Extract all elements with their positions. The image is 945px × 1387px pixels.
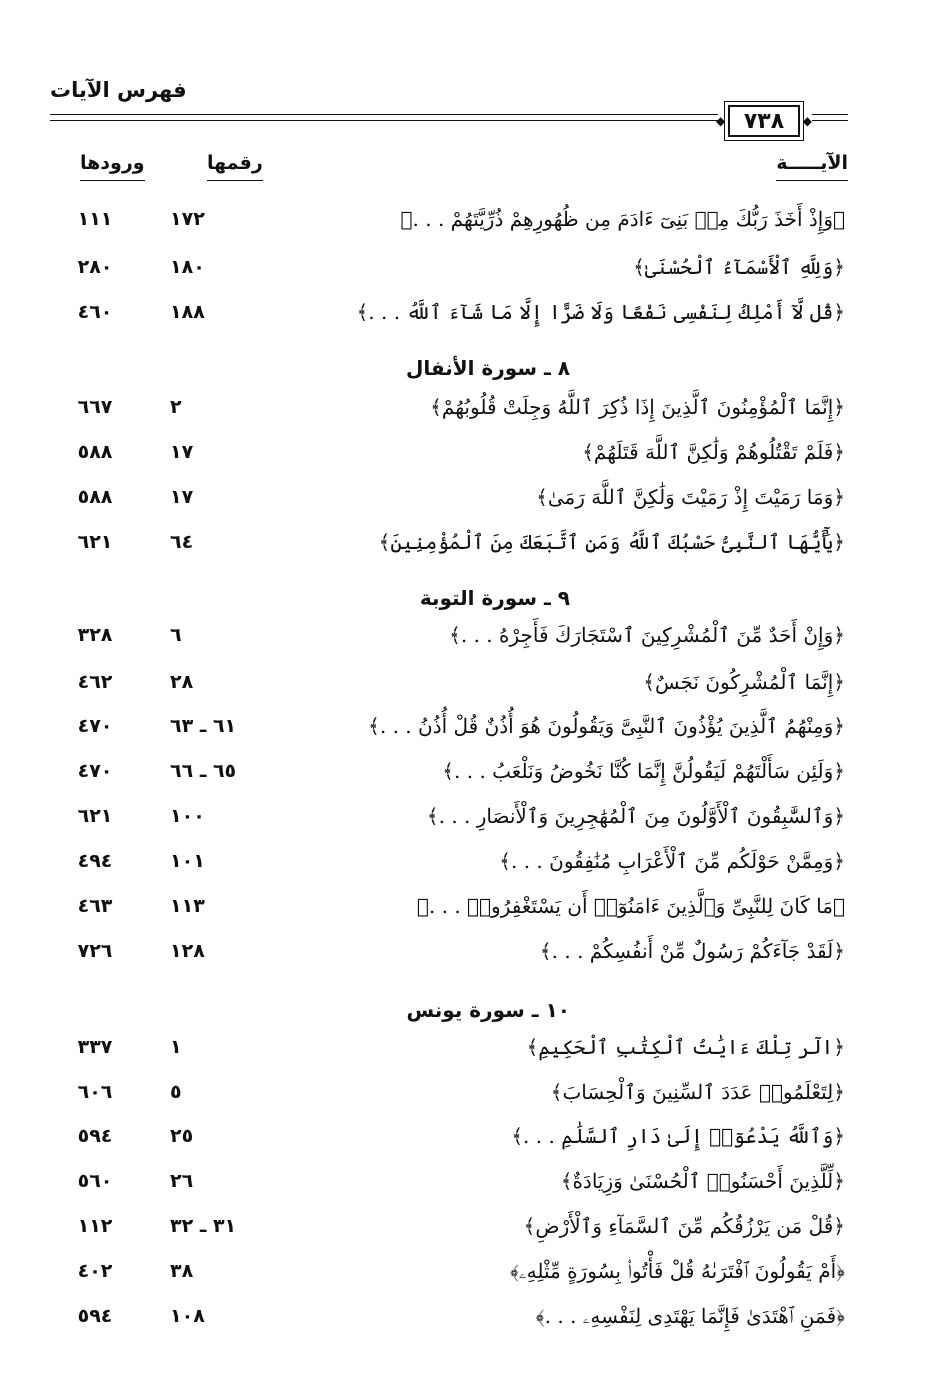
occurrence-page: ٦٢١: [77, 531, 113, 553]
ayah-number: ٦١ ـ ٦٣: [170, 715, 237, 737]
table-row: [0, 707, 945, 747]
table-row: [0, 663, 945, 703]
ayah-number: ٢: [170, 396, 182, 418]
occurrence-page: ٣٢٨: [77, 624, 113, 646]
verse-text: ﴿وَٱلسَّٰبِقُونَ ٱلْأَوَّلُونَ مِنَ ٱلْمُهَٰجِرِينَ وَٱلْأَنصَارِ . . .﴾: [426, 804, 845, 828]
occurrence-page: ٤٧٠: [77, 715, 113, 737]
occurrence-page: ٤٦٣: [77, 895, 113, 917]
table-row: [0, 1252, 945, 1292]
verse-text: ﴿إِنَّمَا ٱلْمُؤْمِنُونَ ٱلَّذِينَ إِذَا ذُكِرَ ٱللَّهُ وَجِلَتْ قُلُوبُهُمْ﴾: [430, 395, 845, 419]
verse-text: ﴿لِّلَّذِينَ أَحْسَنُوا۟ ٱلْحُسْنَىٰ وَزِيَادَةٌ﴾: [560, 1169, 845, 1193]
table-row: [0, 1028, 945, 1068]
frame-ornament-icon: ◆: [802, 114, 812, 128]
ayah-number: ١٠٨: [170, 1305, 205, 1327]
table-row: [0, 887, 945, 927]
verse-text: ﴿وَٱللَّهُ يَدْعُوٓا۟ إِلَىٰ دَارِ ٱلسَّلَٰمِ . . .﴾: [511, 1124, 845, 1148]
verse-text: ﴿فَمَنِ ٱهْتَدَىٰ فَإِنَّمَا يَهْتَدِى لِنَفْسِهِۦ . . .﴾: [535, 1304, 845, 1328]
ayah-number: ١٧: [170, 441, 194, 463]
verse-text: ﴿لِتَعْلَمُوا۟ عَدَدَ ٱلسِّنِينَ وَٱلْحِسَابَ﴾: [550, 1080, 845, 1104]
surah-heading: ٨ ـ سورة الأنفال: [406, 356, 570, 380]
table-row: [0, 1297, 945, 1337]
occurrence-page: ٧٢٦: [77, 940, 113, 962]
ayah-number: ٣٨: [170, 1260, 194, 1282]
table-row: [0, 1207, 945, 1247]
occurrence-page: ٦٦٧: [77, 396, 113, 418]
occurrence-page: ١١١: [77, 208, 113, 230]
table-row: [0, 523, 945, 563]
table-row: [0, 752, 945, 792]
ayah-number: ١٨٨: [170, 301, 205, 323]
page-number: ٧٣٨: [728, 105, 800, 137]
ayah-number: ١٧: [170, 486, 194, 508]
verse-text: ﴿وَإِذْ أَخَذَ رَبُّكَ مِنۢ بَنِىٓ ءَادَمَ مِن ظُهُورِهِمْ ذُرِّيَّتَهُمْ . . .﴾: [400, 207, 845, 231]
table-row: [0, 797, 945, 837]
verse-text: ﴿يَٰٓأَيُّهَا ٱلنَّبِىُّ حَسْبُكَ ٱللَّهُ وَمَنِ ٱتَّبَعَكَ مِنَ ٱلْمُؤْمِنِينَ﴾: [378, 530, 845, 554]
column-header-raqm: [207, 152, 263, 181]
ayah-number: ٦: [170, 624, 182, 646]
occurrence-page: ٦٢١: [77, 805, 113, 827]
table-row: [0, 478, 945, 518]
ayah-number: ٢٥: [170, 1125, 194, 1147]
occurrence-page: ٥٨٨: [77, 441, 113, 463]
verse-text: ﴿فَلَمْ تَقْتُلُوهُمْ وَلَٰكِنَّ ٱللَّهَ قَتَلَهُمْ﴾: [582, 440, 845, 464]
ayah-number: ١٠١: [170, 850, 205, 872]
running-title: فهرس الآيات: [50, 78, 187, 102]
frame-ornament-icon: ◆: [716, 114, 726, 128]
page-number-frame: [718, 100, 810, 142]
ayah-number: ٢٨: [170, 671, 194, 693]
table-row: [0, 388, 945, 428]
header-rule-left-bottom: [50, 120, 718, 121]
table-row: [0, 1117, 945, 1157]
verse-text: ﴿وَمِنْهُمُ ٱلَّذِينَ يُؤْذُونَ ٱلنَّبِىَّ وَيَقُولُونَ هُوَ أُذُنٌ قُلْ أُذُنُ . . .﴾: [368, 714, 845, 738]
ayah-number: ٦٤: [170, 531, 194, 553]
occurrence-page: ٥٦٠: [77, 1170, 113, 1192]
ayah-number: ١٨٠: [170, 256, 205, 278]
header-rule-right-bottom: [812, 120, 848, 121]
verse-text: ﴿إِنَّمَا ٱلْمُشْرِكُونَ نَجَسٌ﴾: [643, 670, 845, 694]
table-row: [0, 842, 945, 882]
column-header-ayah: [776, 152, 848, 181]
ayah-number: ١٠٠: [170, 805, 205, 827]
verse-text: ﴿قُل لَّآ أَمْلِكُ لِنَفْسِى نَفْعًا وَلَا ضَرًّا إِلَّا مَا شَآءَ ٱللَّهُ . . .﴾: [356, 300, 845, 324]
column-header-wurud-label: ورودها: [80, 152, 145, 174]
table-row: [0, 616, 945, 656]
ayah-number: ٢٦: [170, 1170, 194, 1192]
column-header-underline: [776, 180, 848, 181]
occurrence-page: ٥٩٤: [77, 1125, 113, 1147]
verse-text: ﴿وَمَا رَمَيْتَ إِذْ رَمَيْتَ وَلَٰكِنَّ ٱللَّهَ رَمَىٰ﴾: [536, 485, 845, 509]
occurrence-page: ٤٠٢: [77, 1260, 113, 1282]
surah-heading: ١٠ ـ سورة يونس: [406, 998, 570, 1022]
occurrence-page: ٤٦٢: [77, 671, 113, 693]
column-header-underline: [80, 180, 145, 181]
ayah-number: ٣١ ـ ٣٢: [170, 1215, 237, 1237]
verse-text: ﴿مَا كَانَ لِلنَّبِىِّ وَٱلَّذِينَ ءَامَنُوٓا۟ أَن يَسْتَغْفِرُوا۟ . . .﴾: [416, 894, 845, 918]
header-rule-right-top: [812, 114, 848, 115]
table-row: [0, 200, 945, 240]
ayah-number: ١٧٢: [170, 208, 205, 230]
verse-text: ﴿وَمِمَّنْ حَوْلَكُم مِّنَ ٱلْأَعْرَابِ مُنَٰفِقُونَ . . .﴾: [499, 849, 845, 873]
occurrence-page: ٥٨٨: [77, 486, 113, 508]
table-row: [0, 1073, 945, 1113]
surah-heading: ٩ ـ سورة التوبة: [419, 586, 570, 610]
ayah-number: ١٢٨: [170, 940, 205, 962]
occurrence-page: ٤٩٤: [77, 850, 113, 872]
table-row: [0, 433, 945, 473]
column-header-underline: [207, 180, 263, 181]
table-row: [0, 248, 945, 288]
column-header-wurud: [80, 152, 145, 181]
table-row: [0, 1162, 945, 1202]
ayah-number: ١١٣: [170, 895, 205, 917]
table-row: [0, 293, 945, 333]
verse-text: ﴿وَإِنْ أَحَدٌ مِّنَ ٱلْمُشْرِكِينَ ٱسْتَجَارَكَ فَأَجِرْهُ . . .﴾: [449, 623, 845, 647]
column-header-ayah-label: الآيـــــة: [776, 152, 848, 174]
verse-text: ﴿قُلْ مَن يَرْزُقُكُم مِّنَ ٱلسَّمَآءِ وَٱلْأَرْضِ﴾: [523, 1214, 845, 1238]
ayah-number: ١: [170, 1036, 182, 1058]
verse-text: ﴿الٓر تِلْكَ ءَايَٰتُ ٱلْكِتَٰبِ ٱلْحَكِيمِ﴾: [526, 1035, 845, 1059]
verse-text: ﴿أَمْ يَقُولُونَ ٱفْتَرَىٰهُ قُلْ فَأْتُوا۟ بِسُورَةٍ مِّثْلِهِۦ﴾: [510, 1259, 845, 1283]
occurrence-page: ٤٦٠: [77, 301, 113, 323]
verse-text: ﴿لَقَدْ جَآءَكُمْ رَسُولٌ مِّنْ أَنفُسِكُمْ . . .﴾: [539, 939, 845, 963]
occurrence-page: ٤٧٠: [77, 760, 113, 782]
header-rule-left-top: [50, 114, 718, 115]
occurrence-page: ٥٩٤: [77, 1305, 113, 1327]
ayah-number: ٦٥ ـ ٦٦: [170, 760, 237, 782]
occurrence-page: ١١٢: [77, 1215, 113, 1237]
occurrence-page: ٢٨٠: [77, 256, 113, 278]
occurrence-page: ٦٠٦: [77, 1081, 113, 1103]
ayah-number: ٥: [170, 1081, 182, 1103]
column-header-raqm-label: رقمها: [207, 152, 263, 174]
verse-text: ﴿وَلَئِن سَأَلْتَهُمْ لَيَقُولُنَّ إِنَّمَا كُنَّا نَخُوضُ وَنَلْعَبُ . . .﴾: [442, 759, 845, 783]
table-row: [0, 932, 945, 972]
occurrence-page: ٣٣٧: [77, 1036, 113, 1058]
verse-text: ﴿وَلِلَّهِ ٱلْأَسْمَآءُ ٱلْحُسْنَىٰ﴾: [633, 255, 845, 279]
